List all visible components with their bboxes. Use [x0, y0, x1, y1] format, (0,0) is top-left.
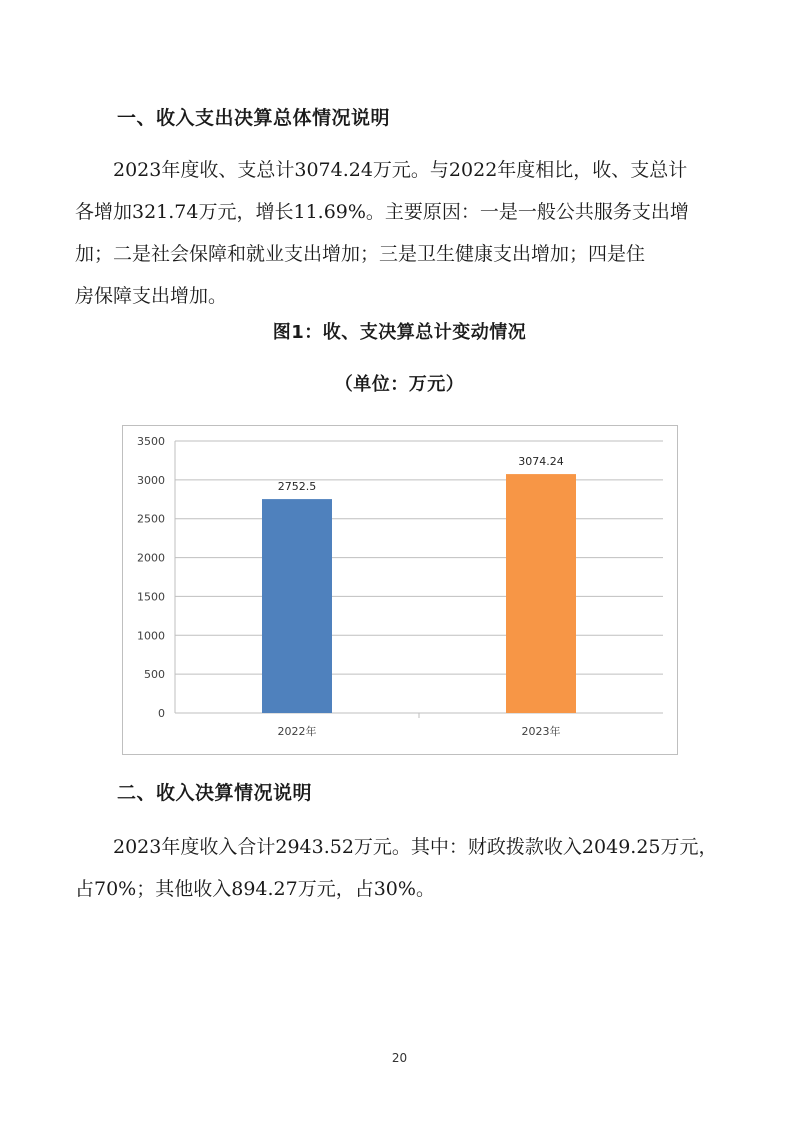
- y-tick-label: 1500: [137, 590, 165, 604]
- y-tick-label: 500: [144, 668, 165, 682]
- y-tick-label: 2000: [137, 551, 165, 565]
- figure-unit: （单位：万元）: [334, 374, 465, 395]
- section-2-paragraph: [75, 826, 725, 910]
- section-1-heading: 一、收入支出决算总体情况说明: [117, 107, 391, 129]
- y-tick-label: 3000: [137, 473, 165, 487]
- y-tick-label: 0: [158, 707, 165, 720]
- section-2-heading: 二、收入决算情况说明: [117, 782, 313, 804]
- page-number: 20: [391, 1051, 408, 1065]
- bar-chart: [122, 425, 678, 755]
- figure-title: 图1：收、支决算总计变动情况: [272, 322, 527, 343]
- paragraph-line: 房保障支出增加。: [75, 285, 228, 307]
- bar: [262, 499, 332, 713]
- y-tick-label: 2500: [137, 512, 165, 526]
- paragraph-line: 加；二是社会保障和就业支出增加；三是卫生健康支出增加；四是住: [75, 243, 646, 265]
- bar: [506, 474, 576, 713]
- y-tick-label: 1000: [137, 629, 165, 643]
- chart-canvas: [123, 426, 679, 756]
- section-1-paragraph: [75, 149, 725, 317]
- paragraph-line: 2023年度收入合计2943.52万元。其中：财政拨款收入2049.25万元，: [113, 836, 718, 858]
- y-tick-label: 3500: [137, 435, 165, 448]
- paragraph-line: 各增加321.74万元，增长11.69%。主要原因：一是一般公共服务支出增: [75, 201, 689, 223]
- paragraph-line: 2023年度收、支总计3074.24万元。与2022年度相比，收、支总计: [113, 159, 688, 181]
- data-label: 2752.5: [277, 480, 317, 494]
- data-label: 3074.24: [518, 455, 564, 469]
- paragraph-line: 占70%；其他收入894.27万元，占30%。: [75, 878, 435, 900]
- x-tick-label: 2022年: [277, 725, 317, 738]
- x-tick-label: 2023年: [521, 725, 561, 738]
